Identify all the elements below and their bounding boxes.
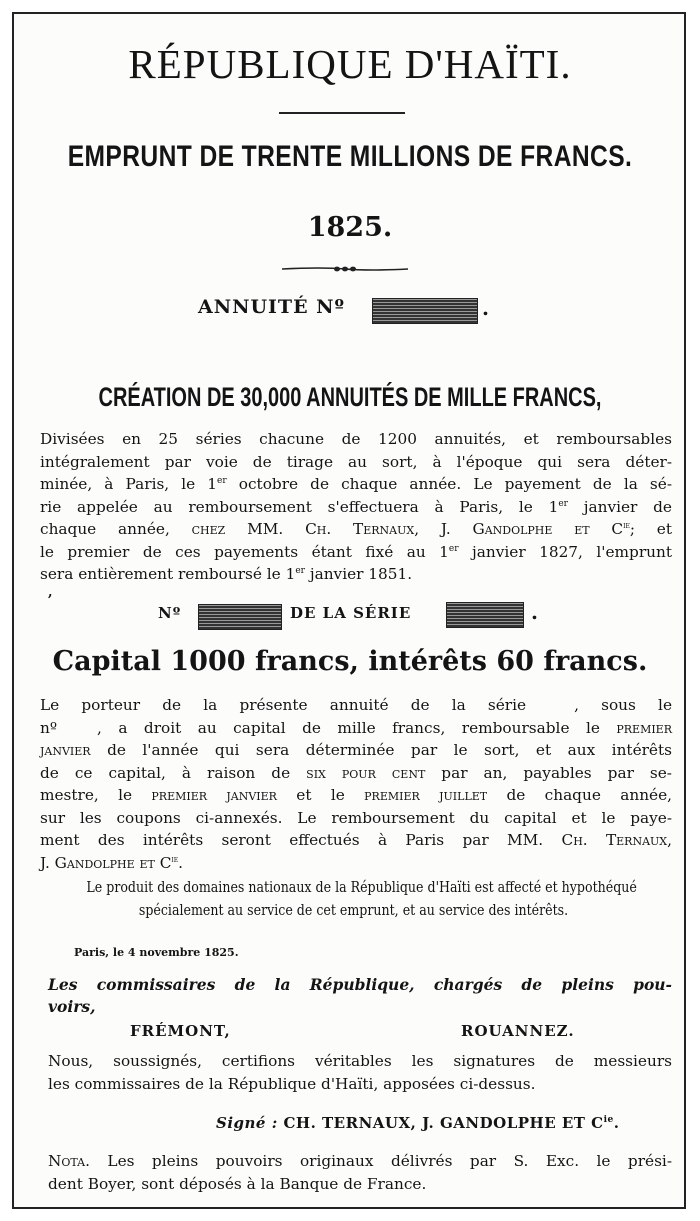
creation-heading: CRÉATION DE 30,000 ANNUITÉS DE MILLE FRANCS, [98,382,602,412]
bearer-line: Le porteur de la présente annuité de la série , sous le [40,696,673,714]
nota-line: dent Boyer, sont déposés à la Banque de France. [48,1174,427,1193]
signatory-fremont: FRÉMONT, [130,1022,231,1040]
loan-heading: EMPRUNT DE TRENTE MILLIONS DE FRANCS. [67,140,633,173]
bearer-line: ment des intérêts seront effectués à Paris par MM. Ch. Ternaux, [40,831,672,849]
certification-paragraph [48,1050,672,1095]
certification-line: Nous, soussignés, certifions véritables les signatures de messieurs [48,1052,672,1070]
commissioners-line [48,974,672,1018]
bearer-line: sur les coupons ci-annexés. Le remboursement du capital et le paye- [40,808,672,827]
bearer-paragraph [40,694,672,874]
capital-heading: Capital 1000 francs, intérêts 60 francs. [52,646,648,677]
bearer-line: J. Gandolphe et $C^{ie}$. [40,853,184,872]
terms-line: chaque année, chez MM. Ch. Ternaux, J. Gandolphe et $C^{ie}$; et [40,520,672,538]
terms-paragraph [40,428,672,586]
guarantee-line: Le produit des domaines nationaux de la République d'Haïti est affecté et hypothéqué [86,878,637,896]
annuity-number-redacted [372,298,478,324]
number-redacted [198,604,282,630]
terms-line: Divisées en 25 séries chacune de 1200 annuités, et remboursables [40,430,672,448]
annuity-label: ANNUITÉ Nº [198,296,346,318]
bearer-line: mestre, le premier janvier et le premier juillet de chaque année, [40,786,673,804]
bearer-line: de ce capital, à raison de six pour cent par an, payables par se- [40,763,672,782]
title-rule [279,112,405,114]
bearer-line: janvier de l'année qui sera déterminée par le sort, et aux intérêts [40,741,672,759]
series-redacted [446,602,524,628]
terms-line: minée, à Paris, le 1er octobre de chaque année. Le payement de la sé- [40,475,673,493]
series-period: . [531,600,538,624]
stray-mark: , [48,585,53,600]
guarantee-paragraph [34,876,674,922]
certification-line: les commissaires de la République d'Haïti, apposées ci-dessus. [48,1074,536,1093]
terms-line: sera entièrement remboursé le 1er janvier 1851. [40,565,413,583]
signed-line: Signé : CH. TERNAUX, J. GANDOLPHE ET $C^{ie}$. [216,1114,620,1132]
place-date: Paris, le 4 novembre 1825. [74,946,239,959]
ornament-divider [282,266,408,272]
number-label: Nº [158,604,182,622]
loan-year: 1825. [307,212,393,243]
guarantee-line: spécialement au service de cet emprunt, et au service des intérêts. [139,901,569,919]
series-label: DE LA SÉRIE [290,604,412,622]
signatory-rouannez: ROUANNEZ. [461,1022,575,1040]
nota-paragraph [48,1150,672,1195]
bearer-line: nº , a droit au capital de mille francs, remboursable le premier [40,718,672,737]
nota-line: Nota. Les pleins pouvoirs originaux délivrés par S. Exc. le prési- [48,1152,672,1170]
document-title: RÉPUBLIQUE D'HAÏTI. [128,41,572,87]
terms-line: intégralement par voie de tirage au sort, à l'époque qui sera déter- [40,452,672,471]
terms-line: rie appelée au remboursement s'effectuera à Paris, le 1er janvier de [40,497,672,516]
commissioners-text: voirs, [48,997,96,1016]
commissioners-text: Les commissaires de la République, chargés de pleins pou- [48,975,672,994]
terms-line: le premier de ces payements étant fixé au 1er janvier 1827, l'emprunt [40,542,672,561]
annuity-period: . [482,296,489,320]
